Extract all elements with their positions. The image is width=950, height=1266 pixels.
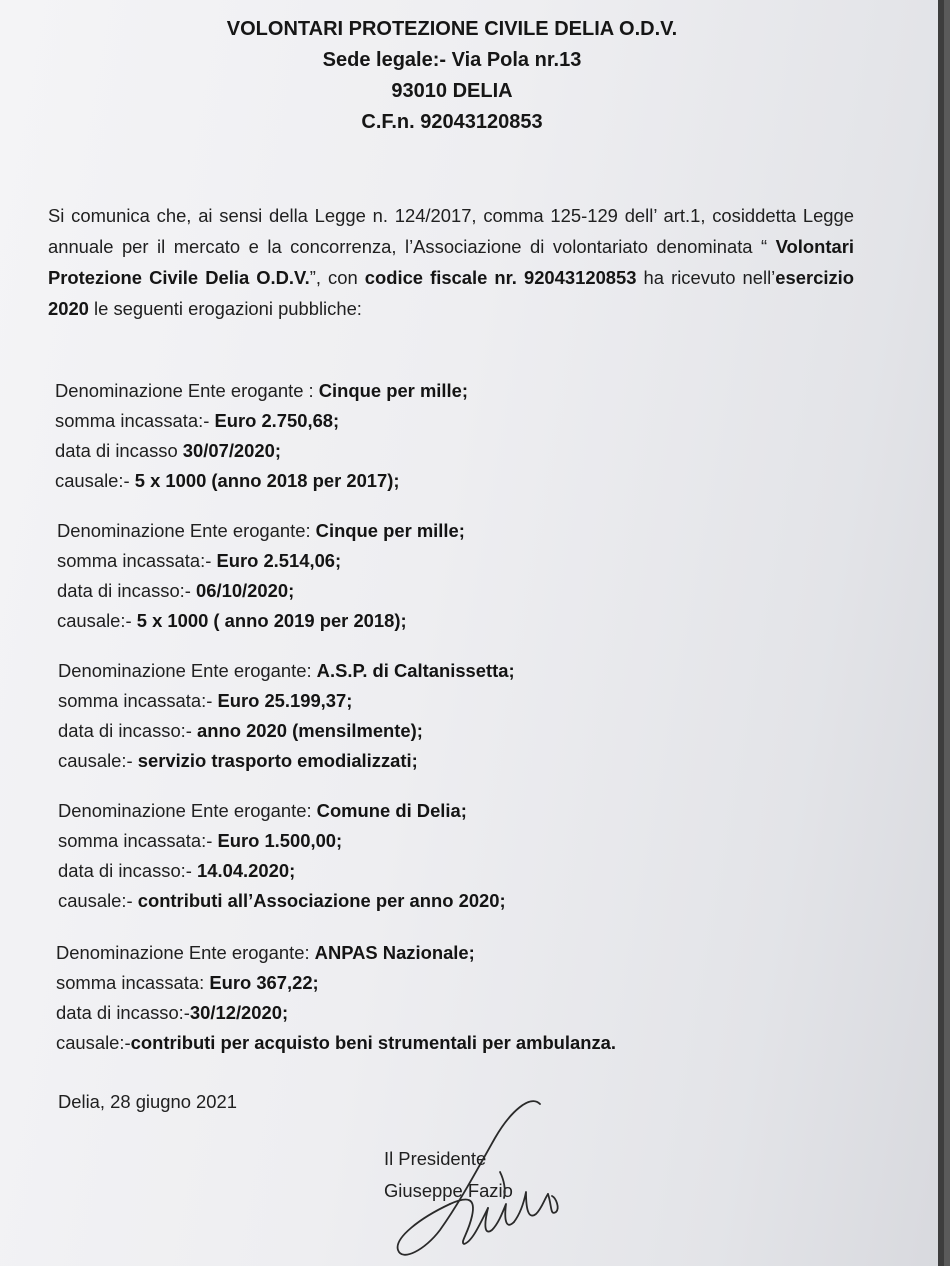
date-value: 06/10/2020; bbox=[196, 580, 295, 601]
reason-value: contributi per acquisto beni strumentali per ambulanza. bbox=[130, 1032, 617, 1053]
intro-paragraph bbox=[48, 200, 854, 324]
signature-stroke bbox=[485, 1204, 514, 1232]
amount-value: Euro 2.514,06; bbox=[216, 550, 342, 571]
amount-line bbox=[56, 968, 616, 998]
intro-text: Si comunica che, ai sensi della Legge n. 124/2017, comma 125-129 dell’ art.1, cosiddetta Legge annuale per il mercato e la concorrenza, l’Associazione di volontariato denominata “ bbox=[48, 205, 854, 257]
page-edge-shadow bbox=[938, 0, 944, 1266]
date-value: 14.04.2020; bbox=[197, 860, 296, 881]
organization-name: VOLONTARI PROTEZIONE CIVILE DELIA O.D.V. bbox=[226, 18, 678, 40]
entity-line bbox=[58, 796, 506, 826]
entity-label: Denominazione Ente erogante : bbox=[55, 380, 319, 401]
date-label: data di incasso bbox=[55, 440, 183, 461]
date-value: 30/07/2020; bbox=[182, 440, 281, 461]
amount-value: Euro 1.500,00; bbox=[217, 830, 343, 851]
payment-entry bbox=[58, 656, 515, 776]
entity-label: Denominazione Ente erogante: bbox=[58, 800, 317, 821]
intro-text: ha ricevuto nell’ bbox=[636, 267, 776, 288]
amount-line bbox=[55, 406, 468, 436]
payment-entry bbox=[56, 938, 616, 1058]
reason-label: causale:- bbox=[56, 1032, 131, 1053]
entity-label: Denominazione Ente erogante: bbox=[56, 942, 315, 963]
amount-line bbox=[57, 546, 465, 576]
date-label: data di incasso:- bbox=[56, 1002, 190, 1023]
reason-line bbox=[57, 606, 465, 636]
amount-value: Euro 25.199,37; bbox=[217, 690, 353, 711]
date-line bbox=[58, 716, 515, 746]
amount-line bbox=[58, 826, 506, 856]
amount-label: somma incassata:- bbox=[55, 410, 215, 431]
reason-label: causale:- bbox=[57, 610, 137, 631]
intro-org-name: Volontari Protezione Civile Delia O.D.V. bbox=[48, 236, 854, 288]
city: 93010 DELIA bbox=[391, 80, 513, 102]
reason-line bbox=[58, 746, 515, 776]
reason-label: causale:- bbox=[58, 750, 138, 771]
amount-label: somma incassata:- bbox=[58, 830, 218, 851]
entity-value: Comune di Delia; bbox=[316, 800, 467, 821]
entity-line bbox=[58, 656, 515, 686]
entity-line bbox=[57, 516, 465, 546]
amount-label: somma incassata:- bbox=[58, 690, 218, 711]
date-line bbox=[56, 998, 616, 1028]
reason-value: contributi all’Associazione per anno 2020; bbox=[137, 890, 506, 911]
amount-value: Euro 2.750,68; bbox=[214, 410, 340, 431]
signatory-name: Giuseppe Fazio bbox=[384, 1180, 513, 1201]
place-and-date: Delia, 28 giugno 2021 bbox=[58, 1091, 237, 1112]
signature-stroke bbox=[500, 1172, 505, 1198]
handwritten-signature bbox=[380, 1090, 580, 1266]
reason-value: servizio trasporto emodializzati; bbox=[137, 750, 418, 771]
date-label: data di incasso:- bbox=[58, 860, 198, 881]
reason-line bbox=[55, 466, 468, 496]
date-label: data di incasso:- bbox=[58, 720, 198, 741]
amount-label: somma incassata: bbox=[56, 972, 210, 993]
intro-tax-code: codice fiscale nr. 92043120853 bbox=[364, 267, 637, 288]
entity-value: ANPAS Nazionale; bbox=[314, 942, 475, 963]
entity-value: A.S.P. di Caltanissetta; bbox=[316, 660, 515, 681]
date-label: data di incasso:- bbox=[57, 580, 197, 601]
payment-entry bbox=[57, 516, 465, 636]
payment-entry bbox=[58, 796, 506, 916]
reason-value: 5 x 1000 (anno 2018 per 2017); bbox=[134, 470, 400, 491]
date-line bbox=[57, 576, 465, 606]
entity-line bbox=[56, 938, 616, 968]
signature-stroke bbox=[398, 1101, 540, 1255]
amount-label: somma incassata:- bbox=[57, 550, 217, 571]
amount-line bbox=[58, 686, 515, 716]
registered-address: Sede legale:- Via Pola nr.13 bbox=[322, 49, 582, 71]
date-line bbox=[55, 436, 468, 466]
signature-stroke bbox=[548, 1194, 558, 1213]
reason-line bbox=[56, 1028, 616, 1058]
signature-stroke bbox=[514, 1192, 548, 1222]
entity-value: Cinque per mille; bbox=[318, 380, 468, 401]
intro-text: ”, con bbox=[309, 267, 365, 288]
letterhead bbox=[0, 14, 904, 138]
entity-label: Denominazione Ente erogante: bbox=[58, 660, 317, 681]
entity-value: Cinque per mille; bbox=[315, 520, 465, 541]
date-line bbox=[58, 856, 506, 886]
payment-entry bbox=[55, 376, 468, 496]
entity-label: Denominazione Ente erogante: bbox=[57, 520, 316, 541]
entity-line bbox=[55, 376, 468, 406]
reason-value: 5 x 1000 ( anno 2019 per 2018); bbox=[136, 610, 407, 631]
signatory-role: Il Presidente bbox=[384, 1148, 487, 1169]
date-value: 30/12/2020; bbox=[189, 1002, 289, 1023]
intro-fiscal-year: esercizio 2020 bbox=[48, 267, 854, 319]
reason-line bbox=[58, 886, 506, 916]
intro-text: le seguenti erogazioni pubbliche: bbox=[88, 298, 362, 319]
date-value: anno 2020 (mensilmente); bbox=[197, 720, 423, 741]
amount-value: Euro 367,22; bbox=[209, 972, 319, 993]
reason-label: causale:- bbox=[58, 890, 138, 911]
tax-code: C.F.n. 92043120853 bbox=[361, 111, 543, 133]
reason-label: causale:- bbox=[55, 470, 135, 491]
